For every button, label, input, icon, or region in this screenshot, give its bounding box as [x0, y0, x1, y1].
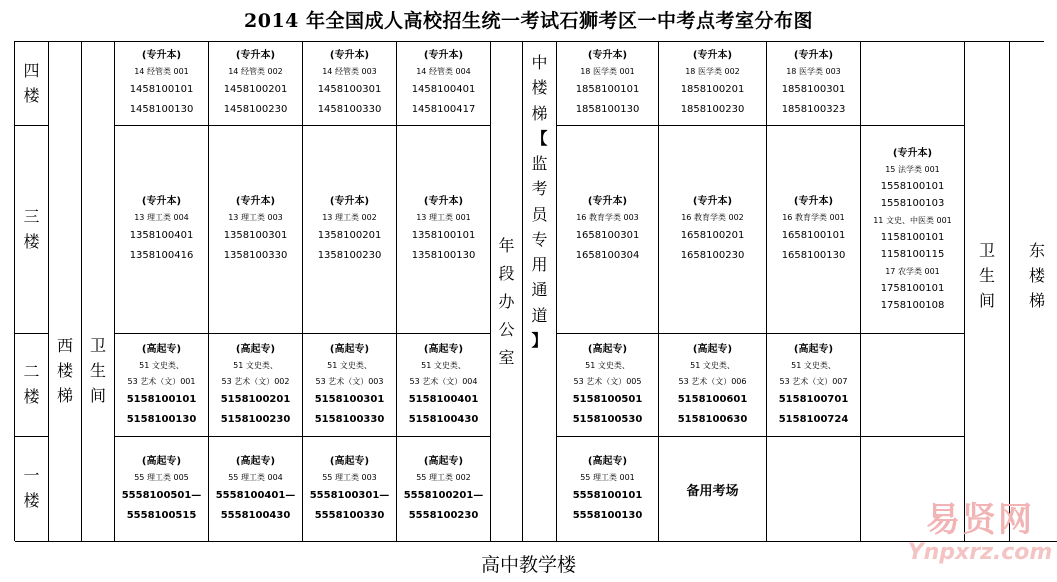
exam-room [767, 126, 861, 334]
room-end-number: 1558100103 [880, 197, 945, 209]
room-start-number: 1458100301 [317, 84, 382, 95]
room-type: (专升本) [587, 196, 628, 207]
year-office-char: 室 [498, 347, 515, 367]
floor-label-2 [15, 334, 49, 437]
room-category: 18 医学类 002 [685, 67, 740, 76]
middle-stairs-char: 】 [531, 330, 548, 350]
room-type: (高起专) [141, 343, 182, 355]
west-toilet [82, 42, 115, 542]
west-toilet-char: 生 [89, 361, 106, 381]
room-type: (专升本) [587, 50, 628, 61]
room-category: 55 理工类 005 [134, 472, 189, 482]
exam-room [767, 42, 861, 126]
room-type: (高起专) [235, 455, 276, 467]
room-end-number: 1358100230 [317, 250, 382, 261]
room-end-number: 5158100724 [778, 413, 849, 425]
west-toilet-char: 卫 [89, 336, 106, 356]
floor-label-1 [15, 437, 49, 542]
east-toilet-char: 卫 [978, 241, 995, 261]
room-category: 55 理工类 003 [322, 472, 377, 482]
room-end-number: 1658100230 [680, 250, 745, 261]
room-type: (专升本) [692, 50, 733, 61]
room-type: (专升本) [329, 196, 370, 207]
room-end-number: 1458100230 [223, 104, 288, 115]
room-end-number: 5558100430 [220, 509, 291, 521]
exam-room [557, 437, 659, 542]
room-end-number: 1858100323 [781, 104, 846, 115]
room-category: 53 艺术（文）005 [573, 376, 642, 386]
room-category: 11 文史、中医类 001 [873, 215, 952, 225]
middle-stairs-char: 监 [531, 154, 548, 174]
room-category: 55 理工类 004 [228, 472, 283, 482]
empty-cell [861, 42, 965, 126]
room-type: (高起专) [235, 343, 276, 355]
room-end-number: 1158100115 [880, 248, 945, 260]
west-stairs-char: 楼 [56, 361, 73, 381]
floor-label-char: 一 [23, 466, 40, 486]
room-start-number: 1858100201 [680, 84, 745, 95]
floor-label-4 [15, 42, 49, 126]
east-stairs-char: 楼 [1028, 266, 1045, 286]
room-end-number: 1858100230 [680, 104, 745, 115]
room-start-number: 1858100101 [575, 84, 640, 95]
room-end-number: 1458100330 [317, 104, 382, 115]
room-end-number: 1458100417 [411, 104, 476, 115]
building-name: 高中教学楼 [480, 554, 576, 576]
exam-room [397, 334, 491, 437]
room-end-number: 5158100530 [572, 413, 643, 425]
room-type: (专升本) [692, 196, 733, 207]
room-category: 51 文史类、 [791, 360, 836, 370]
middle-stairs-char: 楼 [531, 78, 548, 98]
room-type: (专升本) [793, 196, 834, 207]
exam-room [115, 126, 209, 334]
room-category: 51 文史类、 [327, 360, 372, 370]
room-end-number: 1458100130 [129, 104, 194, 115]
exam-room [303, 126, 397, 334]
room-end-number: 5558100515 [126, 509, 197, 521]
room-type: (高起专) [329, 343, 370, 355]
room-type: (高起专) [587, 343, 628, 355]
west-stairs [49, 42, 82, 542]
exam-room [115, 437, 209, 542]
year-office-char: 段 [498, 263, 515, 283]
room-end-number: 1658100130 [781, 250, 846, 261]
empty-cell [767, 437, 861, 542]
room-type: (高起专) [587, 455, 628, 467]
middle-stairs-char: 通 [531, 280, 548, 300]
room-start-number: 5558100201— [403, 489, 484, 501]
room-start-number: 1658100101 [781, 230, 846, 241]
exam-room [115, 334, 209, 437]
year-office-char: 年 [498, 235, 515, 255]
room-category: 16 教育学类 001 [782, 213, 845, 222]
exam-room [557, 334, 659, 437]
room-end-number: 1658100304 [575, 250, 640, 261]
room-category: 13 理工类 003 [228, 213, 283, 222]
middle-stairs-char: 专 [531, 229, 548, 249]
room-start-number: 5158100401 [408, 393, 479, 405]
room-end-number: 5158100430 [408, 413, 479, 425]
room-category: 16 教育学类 003 [576, 213, 639, 222]
empty-cell [861, 334, 965, 437]
exam-room [557, 126, 659, 334]
room-type: (专升本) [423, 196, 464, 207]
room-category: 17 农学类 001 [885, 266, 940, 276]
room-category: 53 艺术（文）007 [779, 376, 848, 386]
room-category: 16 教育学类 002 [681, 213, 744, 222]
floor-label-char: 楼 [23, 231, 40, 251]
reserve-room-label: 备用考场 [686, 483, 739, 499]
reserve-exam-room [659, 437, 767, 542]
exam-room [861, 126, 965, 334]
room-category: 13 理工类 002 [322, 213, 377, 222]
floor-label-char: 四 [23, 60, 40, 80]
room-category: 51 文史类、 [233, 360, 278, 370]
room-category: 18 医学类 003 [786, 67, 841, 76]
year-office-char: 公 [498, 319, 515, 339]
room-category: 14 经管类 002 [228, 67, 283, 76]
exam-room [303, 334, 397, 437]
exam-room [767, 334, 861, 437]
room-type: (高起专) [423, 455, 464, 467]
room-category: 14 经管类 003 [322, 67, 377, 76]
year-office-char: 办 [498, 291, 515, 311]
room-start-number: 5558100101 [572, 489, 643, 501]
floor-label-char: 楼 [23, 85, 40, 105]
middle-stairs-char: 员 [531, 204, 548, 224]
exam-room [303, 42, 397, 126]
room-category: 15 法学类 001 [885, 164, 940, 174]
room-type: (专升本) [235, 196, 276, 207]
exam-room [397, 126, 491, 334]
middle-stairs-char: 中 [531, 53, 548, 72]
room-type: (高起专) [793, 343, 834, 355]
room-category: 53 艺术（文）006 [678, 376, 747, 386]
east-stairs [1010, 42, 1057, 542]
exam-room [397, 437, 491, 542]
room-start-number: 1358100101 [411, 230, 476, 241]
room-type: (高起专) [329, 455, 370, 467]
room-start-number: 1558100101 [880, 180, 945, 192]
room-category: 18 医学类 001 [580, 67, 635, 76]
room-end-number: 5158100330 [314, 413, 385, 425]
room-category: 53 艺术（文）002 [221, 376, 290, 386]
east-stairs-char: 东 [1028, 241, 1045, 261]
room-category: 55 理工类 002 [416, 472, 471, 482]
exam-room [115, 42, 209, 126]
floor-plan-grid [14, 41, 1044, 541]
west-stairs-char: 西 [56, 336, 73, 356]
room-category: 51 文史类、 [139, 360, 184, 370]
room-start-number: 1858100301 [781, 84, 846, 95]
exam-room [659, 334, 767, 437]
room-end-number: 1358100330 [223, 250, 288, 261]
room-type: (专升本) [141, 196, 182, 207]
watermark-url: Ynpxrz.com [907, 540, 1053, 565]
room-type: (专升本) [892, 147, 933, 159]
room-type: (专升本) [329, 50, 370, 61]
page-title: 2014 年全国成人高校招生统一考试石狮考区一中考点考室分布图 [244, 10, 813, 32]
room-end-number: 1358100130 [411, 250, 476, 261]
room-end-number: 5558100230 [408, 509, 479, 521]
room-start-number: 1158100101 [880, 231, 945, 243]
room-category: 53 艺术（文）001 [127, 376, 196, 386]
room-category: 13 理工类 001 [416, 213, 471, 222]
room-type: (专升本) [793, 50, 834, 61]
room-category: 53 艺术（文）004 [409, 376, 478, 386]
room-type: (高起专) [141, 455, 182, 467]
room-end-number: 5558100130 [572, 509, 643, 521]
room-category: 51 文史类、 [585, 360, 630, 370]
room-start-number: 5158100101 [126, 393, 197, 405]
exam-room [209, 42, 303, 126]
room-category: 53 艺术（文）003 [315, 376, 384, 386]
east-toilet-char: 生 [978, 266, 995, 286]
middle-stairs-char: 用 [531, 255, 548, 275]
floor-label-char: 楼 [23, 387, 40, 406]
east-stairs-char: 梯 [1028, 290, 1045, 310]
floor-label-char: 楼 [23, 491, 40, 510]
floor-label-char: 三 [23, 206, 40, 226]
watermark-text: 易贤网 [926, 500, 1034, 540]
room-start-number: 5558100301— [309, 489, 390, 501]
room-end-number: 5158100230 [220, 413, 291, 425]
room-start-number: 1458100401 [411, 84, 476, 95]
room-end-number: 1758100108 [880, 299, 945, 311]
room-category: 55 理工类 001 [580, 472, 635, 482]
watermark-logo [905, 500, 1055, 578]
room-start-number: 5158100701 [778, 393, 849, 405]
room-start-number: 5158100601 [677, 393, 748, 405]
room-end-number: 5158100130 [126, 413, 197, 425]
room-start-number: 1358100201 [317, 230, 382, 241]
middle-stairs [523, 42, 557, 542]
exam-room [209, 437, 303, 542]
room-start-number: 1358100301 [223, 230, 288, 241]
room-category: 51 文史类、 [421, 360, 466, 370]
room-end-number: 5558100330 [314, 509, 385, 521]
middle-stairs-char: 梯 [531, 103, 548, 123]
room-category: 51 文史类、 [690, 360, 735, 370]
exam-room [209, 126, 303, 334]
room-start-number: 5558100501— [121, 489, 202, 501]
room-type: (专升本) [141, 50, 182, 61]
exam-room [659, 126, 767, 334]
room-end-number: 5158100630 [677, 413, 748, 425]
exam-room [303, 437, 397, 542]
room-type: (专升本) [235, 50, 276, 61]
room-category: 13 理工类 004 [134, 213, 189, 222]
room-type: (高起专) [423, 343, 464, 355]
room-type: (专升本) [423, 50, 464, 61]
west-toilet-char: 间 [89, 385, 106, 405]
floor-label-3 [15, 126, 49, 334]
middle-stairs-char: 考 [531, 179, 548, 199]
exam-room [659, 42, 767, 126]
room-category: 14 经管类 004 [416, 67, 471, 76]
west-stairs-char: 梯 [56, 385, 73, 405]
exam-room [557, 42, 659, 126]
room-start-number: 5558100401— [215, 489, 296, 501]
room-start-number: 1658100301 [575, 230, 640, 241]
room-start-number: 1358100401 [129, 230, 194, 241]
year-office [491, 42, 523, 542]
east-toilet [965, 42, 1010, 542]
east-toilet-char: 间 [978, 290, 995, 310]
room-type: (高起专) [692, 343, 733, 355]
room-start-number: 1758100101 [880, 282, 945, 294]
room-start-number: 5158100201 [220, 393, 291, 405]
room-start-number: 1458100101 [129, 84, 194, 95]
room-end-number: 1858100130 [575, 104, 640, 115]
exam-room [397, 42, 491, 126]
floor-label-char: 二 [23, 362, 40, 382]
room-start-number: 1458100201 [223, 84, 288, 95]
room-end-number: 1358100416 [129, 250, 194, 261]
exam-room [209, 334, 303, 437]
room-start-number: 5158100301 [314, 393, 385, 405]
middle-stairs-char: 【 [531, 128, 548, 148]
middle-stairs-char: 道 [531, 305, 548, 325]
room-start-number: 5158100501 [572, 393, 643, 405]
room-start-number: 1658100201 [680, 230, 745, 241]
room-category: 14 经管类 001 [134, 67, 189, 76]
